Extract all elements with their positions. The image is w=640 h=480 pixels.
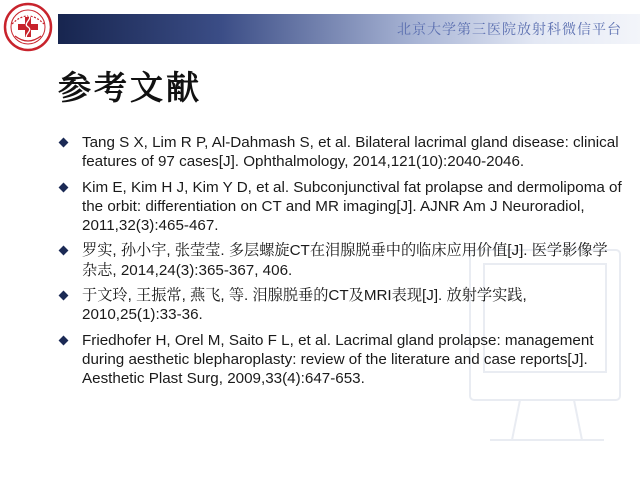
hospital-emblem-icon	[3, 2, 53, 52]
diamond-bullet-icon	[59, 291, 69, 301]
diamond-bullet-icon	[59, 138, 69, 148]
reference-text: Tang S X, Lim R P, Al-Dahmash S, et al. Bilateral lacrimal gland disease: clinical features of 97 cases[J]. Ophthalmology, 2014,121(10):2040-2046.	[82, 134, 619, 171]
page-title: 参考文献	[58, 68, 202, 107]
header-site-name: 北京大学第三医院放射科微信平台	[397, 22, 622, 38]
diamond-bullet-icon	[59, 182, 69, 192]
reference-text: 罗实, 孙小宇, 张莹莹. 多层螺旋CT在泪腺脱垂中的临床应用价值[J]. 医学影像学杂志, 2014,24(3):365-367, 406.	[82, 242, 608, 279]
reference-item	[56, 178, 622, 236]
header-band	[58, 14, 640, 44]
diamond-bullet-icon	[59, 246, 69, 256]
reference-text: Kim E, Kim H J, Kim Y D, et al. Subconjunctival fat prolapse and dermolipoma of the orbit: differentiation on CT and MR imaging[J]. AJNR Am J Neuroradiol, 2011,32(3):465-467.	[82, 178, 622, 235]
reference-text: Friedhofer H, Orel M, Saito F L, et al. Lacrimal gland prolapse: management during aesthetic blepharoplasty: review of the literature and case reports[J]. Aesthetic Plast Surg, 2009,33(4):647-653.	[82, 331, 594, 388]
reference-list	[56, 133, 622, 395]
diamond-bullet-icon	[59, 335, 69, 345]
reference-item	[56, 286, 622, 325]
reference-item	[56, 331, 622, 389]
reference-text: 于文玲, 王振常, 燕飞, 等. 泪腺脱垂的CT及MRI表现[J]. 放射学实践, 2010,25(1):33-36.	[82, 287, 527, 324]
reference-item	[56, 241, 622, 280]
reference-item	[56, 133, 622, 172]
